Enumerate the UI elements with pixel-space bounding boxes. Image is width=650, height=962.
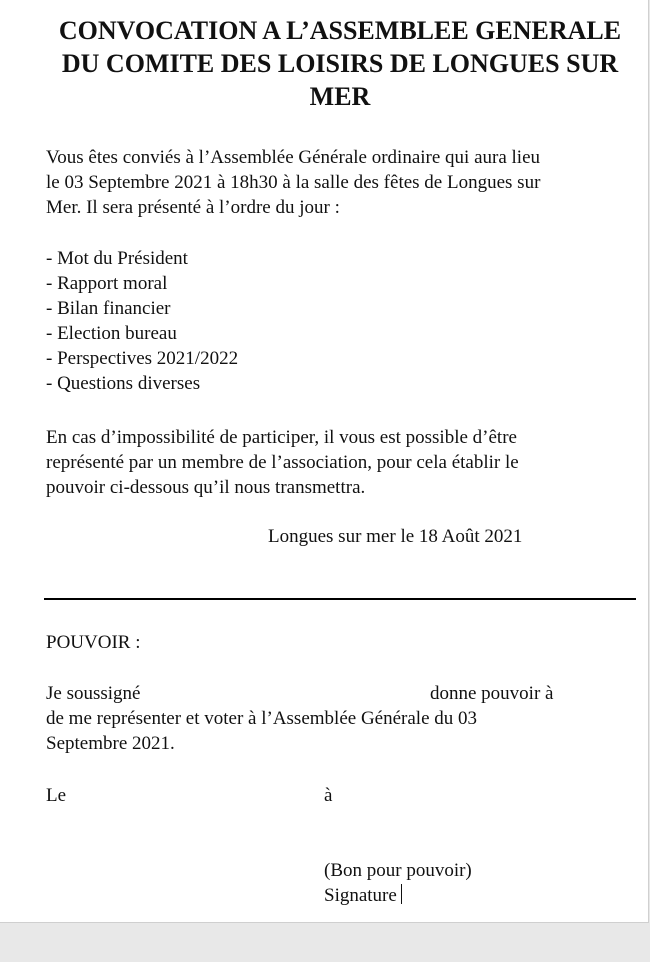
absence-line-2: représenté par un membre de l’association, pour cela établir le (46, 452, 519, 473)
signature-label: Signature (324, 885, 397, 906)
intro-line-2: le 03 Septembre 2021 à 18h30 à la salle des fêtes de Longues sur (46, 172, 541, 193)
agenda-item: - Election bureau (46, 323, 177, 344)
agenda-item: - Rapport moral (46, 273, 168, 294)
agenda-item: - Mot du Président (46, 248, 188, 269)
a-label: à (324, 785, 333, 806)
intro-line-3: Mer. Il sera présenté à l’ordre du jour : (46, 197, 340, 218)
pouvoir-line-2: de me représenter et voter à l’Assemblée Générale du 03 (46, 708, 477, 729)
agenda-item: - Bilan financier (46, 298, 171, 319)
bon-pour-pouvoir: (Bon pour pouvoir) (324, 860, 472, 881)
le-label: Le (46, 785, 67, 806)
place-date: Longues sur mer le 18 Août 2021 (268, 526, 523, 547)
separator-line (44, 598, 636, 600)
pouvoir-heading: POUVOIR : (46, 632, 141, 653)
document-title: CONVOCATION A L’ASSEMBLEE GENERALE DU COMITE DES LOISIRS DE LONGUES SUR MER (58, 16, 622, 111)
signature-line[interactable] (324, 883, 402, 908)
pouvoir-line-3: Septembre 2021. (46, 733, 175, 754)
absence-line-1: En cas d’impossibilité de participer, il vous est possible d’être (46, 427, 517, 448)
agenda-list (46, 246, 238, 396)
text-cursor (401, 884, 402, 904)
donne-pouvoir-label: donne pouvoir à (430, 683, 554, 704)
agenda-item: - Perspectives 2021/2022 (46, 348, 239, 369)
absence-line-3: pouvoir ci-dessous qu’il nous transmettra. (46, 477, 366, 498)
soussigne-label: Je soussigné (46, 683, 141, 704)
agenda-item: - Questions diverses (46, 373, 201, 394)
intro-line-1: Vous êtes conviés à l’Assemblée Générale ordinaire qui aura lieu (46, 147, 540, 168)
